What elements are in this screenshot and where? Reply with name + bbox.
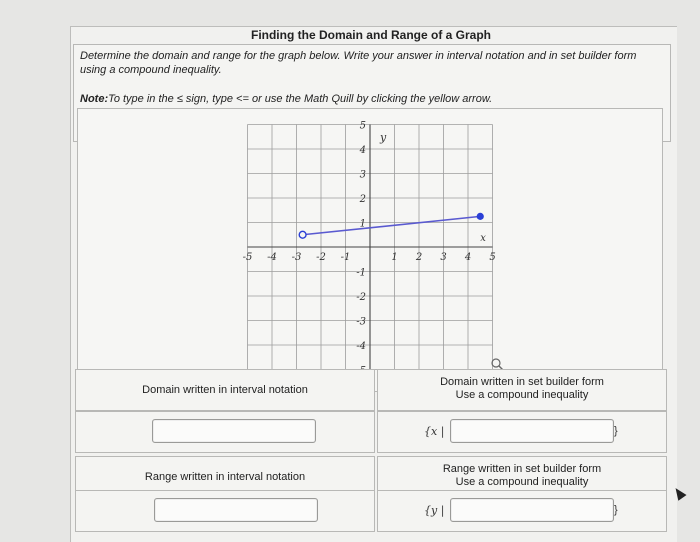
x-tick-label: -1 (340, 252, 351, 263)
y-tick-label: 5 (359, 120, 366, 132)
graph-segment (303, 216, 481, 234)
x-tick-label: 2 (415, 252, 423, 263)
graph-panel (77, 108, 663, 392)
x-tick-label: -3 (291, 252, 302, 263)
domain-set-label-line2: Use a compound inequality (455, 389, 589, 401)
domain-interval-label: Domain written in interval notation (142, 384, 308, 396)
domain-interval-input[interactable] (152, 419, 316, 443)
note-text-before: To type in the (108, 93, 174, 105)
range-set-suffix: } (614, 504, 618, 516)
range-set-label (378, 463, 666, 489)
x-tick-label: -5 (242, 252, 253, 263)
domain-set-answer-cell (377, 411, 667, 453)
y-tick-label: -1 (356, 267, 366, 279)
domain-set-label-cell (377, 369, 667, 411)
y-tick-label: 4 (359, 145, 366, 156)
x-tick-label: -2 (316, 252, 326, 263)
closed-endpoint (477, 213, 484, 220)
note-text-after: sign, type <= or use the Math Quill by clicking the yellow arrow. (185, 93, 493, 105)
tick-labels (243, 121, 496, 377)
domain-answer-row (71, 411, 667, 451)
range-set-label-line1: Range written in set builder form (442, 463, 602, 475)
note-text (80, 93, 492, 105)
coordinate-graph (78, 109, 662, 391)
range-interval-answer-cell (75, 490, 375, 532)
range-set-answer-cell (377, 490, 667, 532)
range-set-prefix: {y | (424, 504, 445, 517)
range-set-label-line2: Use a compound inequality (455, 476, 589, 488)
range-interval-input[interactable] (154, 498, 318, 522)
domain-set-input[interactable] (450, 419, 614, 443)
axes (248, 125, 496, 370)
domain-set-suffix: } (614, 425, 618, 437)
domain-interval-label-cell (75, 369, 375, 411)
range-interval-label: Range written in interval notation (144, 471, 306, 483)
y-tick-label: -2 (356, 292, 366, 303)
x-tick-label: 3 (440, 252, 447, 263)
x-tick-label: 4 (464, 252, 472, 263)
instructions-text: Determine the domain and range for the graph below. Write your answer in interval notation and in set builder form using a compound inequality. (80, 50, 637, 76)
open-endpoint (299, 231, 306, 238)
page-title: Finding the Domain and Range of a Graph (250, 28, 491, 42)
domain-set-label-line1: Domain written in set builder form (440, 376, 604, 388)
y-axis-label: y (380, 130, 387, 144)
range-answer-row (71, 490, 667, 530)
y-tick-label: -4 (356, 341, 366, 352)
note-label: Note: (80, 93, 109, 105)
domain-label-row (71, 369, 667, 409)
domain-set-prefix: {x | (424, 425, 445, 438)
range-set-input[interactable] (450, 498, 614, 522)
x-tick-label: 5 (489, 252, 496, 263)
y-tick-label: 1 (359, 218, 366, 230)
question-sheet (70, 26, 677, 542)
x-axis-label: x (480, 233, 486, 244)
y-tick-label: 3 (359, 169, 366, 181)
x-tick-label: -4 (267, 252, 277, 263)
y-tick-label: 2 (359, 194, 366, 205)
x-tick-label: 1 (391, 252, 398, 263)
domain-set-label (378, 376, 666, 402)
y-tick-label: -3 (356, 316, 366, 328)
leq-symbol: ≤ (176, 93, 183, 105)
domain-interval-answer-cell (75, 411, 375, 453)
